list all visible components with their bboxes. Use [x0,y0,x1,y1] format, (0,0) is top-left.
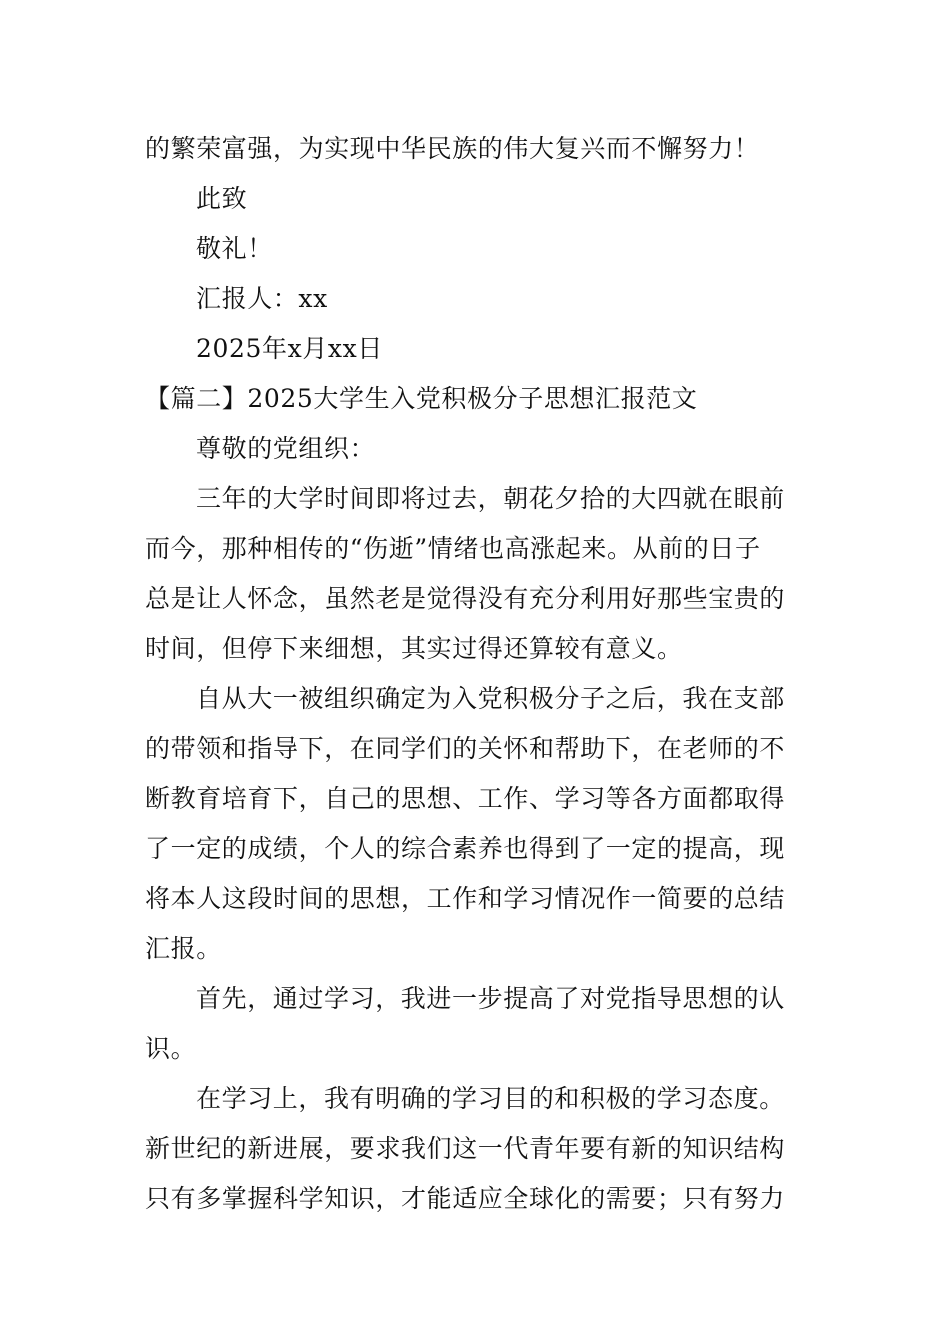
greeting: 尊敬的党组织： [196,434,376,463]
text-line: 三年的大学时间即将过去，朝花夕拾的大四就在眼前 [196,484,785,513]
text-line: 汇报。 [145,934,222,963]
section-heading: 【篇二】2025大学生入党积极分子思想汇报范文 [145,384,698,413]
reporter-name: 汇报人：xx [196,284,328,313]
report-date: 2025年x月xx日 [196,334,383,363]
text-line: 自从大一被组织确定为入党积极分子之后，我在支部 [196,684,785,713]
text-line: 总是让人怀念，虽然老是觉得没有充分利用好那些宝贵的 [145,584,786,613]
text-line: 的带领和指导下，在同学们的关怀和帮助下，在老师的不 [145,734,786,763]
text-line: 新世纪的新进展，要求我们这一代青年要有新的知识结构 [145,1134,786,1163]
text-line: 了一定的成绩，个人的综合素养也得到了一定的提高，现 [145,834,786,863]
text-line: 只有多掌握科学知识，才能适应全球化的需要；只有努力 [145,1184,786,1213]
text-line: 首先，通过学习，我进一步提高了对党指导思想的认 [196,984,785,1013]
closing-respect: 敬礼！ [196,234,273,263]
text-line: 时间，但停下来细想，其实过得还算较有意义。 [145,634,683,663]
text-line: 将本人这段时间的思想，工作和学习情况作一简要的总结 [145,884,786,913]
text-line: 在学习上，我有明确的学习目的和积极的学习态度。 [196,1084,785,1113]
closing-salutation: 此致 [196,184,248,213]
text-line: 识。 [145,1034,197,1063]
text-line: 而今，那种相传的“伤逝”情绪也高涨起来。从前的日子 [145,534,761,563]
text-line: 的繁荣富强，为实现中华民族的伟大复兴而不懈努力！ [145,134,760,163]
text-line: 断教育培育下，自己的思想、工作、学习等各方面都取得 [145,784,786,813]
